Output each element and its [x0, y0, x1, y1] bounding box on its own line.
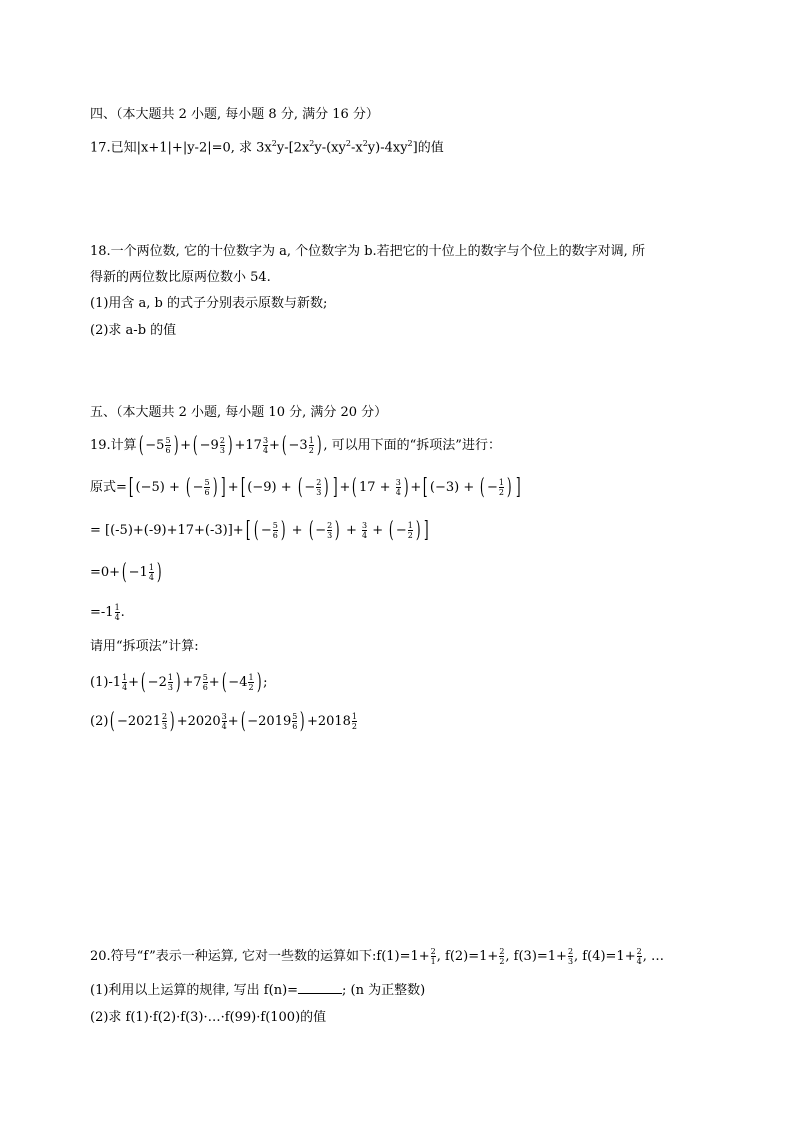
q17-mid: y-[2x — [276, 140, 310, 156]
q18-line2: 得新的两位数比原两位数小 54. — [90, 270, 271, 285]
q19-step2-pre: = [(-5)+(-9)+17+(-3)]+ — [90, 523, 244, 538]
frac: $\frac{2}{3}$ — [219, 436, 225, 455]
paren: ) — [256, 669, 262, 695]
paren: ) — [280, 517, 286, 543]
q19-step3: =0+( −1 $\frac{1}{4}$ ) — [90, 559, 162, 585]
q20-part1 — [90, 981, 425, 1001]
frac: $\frac{1}{2}$ — [498, 478, 504, 497]
bracket: [ — [245, 517, 251, 543]
paren: ( — [254, 517, 259, 543]
frac: $\frac{1}{3}$ — [167, 673, 173, 692]
frac: $\frac{2}{3}$ — [327, 521, 333, 540]
bracket: [ — [423, 474, 428, 500]
q19-intro-pre: 19.计算 — [90, 438, 137, 453]
bracket: ] — [515, 474, 521, 500]
frac: $\frac{3}{4}$ — [395, 478, 401, 497]
q19-p2-label: (2) — [90, 714, 109, 729]
q19-step2: = [(-5)+(-9)+17+(-3)]+[ ( − $\frac{5}{6}$ ) + ( − $\frac{2}{3}$ ) + $\frac{3}{4}$ + ( − $\frac{1}{2}$ ) ] — [90, 517, 430, 543]
paren: ( — [110, 708, 116, 734]
paren: ( — [389, 517, 394, 543]
q19-intro: 19.计算( −5 $\frac{5}{6}$ ) +( −9 $\frac{2}{3}$ ) +17 $\frac{3}{4}$ +( −3 $\frac{1}{2}$ ) , 可以用下面的“拆项法”进行： — [90, 432, 501, 458]
frac: $\frac{1}{2}$ — [308, 436, 314, 455]
frac: $\frac{5}{6}$ — [204, 478, 210, 497]
q17-exp3: 2 — [345, 139, 351, 148]
bracket: [ — [240, 474, 246, 500]
q19-prompt: 请用“拆项法”计算: — [90, 639, 199, 654]
frac: $\frac{1}{2}$ — [248, 673, 254, 692]
paren: ) — [415, 517, 421, 543]
q19-step4: =-1 $\frac{1}{4}$ . — [90, 603, 125, 622]
q19-orig-label: 原式= — [90, 480, 127, 495]
q18-part2: (2)求 a-b 的值 — [90, 323, 177, 338]
paren: ) — [316, 432, 322, 458]
paren: ( — [141, 669, 146, 695]
paren: ) — [300, 708, 306, 734]
paren: ( — [352, 474, 358, 500]
q20-part2: (2)求 f(1)·f(2)·f(3)·…·f(99)·f(100)的值 — [90, 1010, 327, 1025]
paren: ( — [308, 517, 314, 543]
frac: $\frac{5}{6}$ — [292, 712, 298, 731]
paren: ( — [240, 708, 246, 734]
answer-blank[interactable] — [298, 981, 342, 994]
q17-exp1: 2 — [271, 139, 277, 148]
paren: ) — [324, 474, 329, 500]
q17-exp5: 2 — [407, 139, 413, 148]
q17-end: ]的值 — [412, 140, 444, 156]
frac: $\frac{1}{4}$ — [122, 673, 128, 692]
frac: $\frac{1}{2}$ — [407, 521, 413, 540]
frac: $\frac{2}{3}$ — [567, 947, 574, 966]
paren: ( — [121, 559, 127, 585]
q19-semicolon: ; — [263, 675, 268, 690]
paren: ) — [227, 432, 233, 458]
q19-p1-label: (1)-1 — [90, 675, 122, 690]
q17-prefix: 17.已知|x+1|+|y-2|=0, 求 3x — [90, 140, 272, 156]
q18-line1: 18.一个两位数, 它的十位数字为 a, 个位数字为 b.若把它的十位上的数字与个位上的数字对调, 所 — [90, 244, 645, 259]
bracket: [ — [128, 474, 134, 500]
bracket: ] — [424, 517, 430, 543]
frac: $\frac{5}{6}$ — [165, 436, 171, 455]
section-4-title: 四、（本大题共 2 小题, 每小题 8 分, 满分 16 分） — [90, 107, 379, 122]
paren: ) — [170, 708, 175, 734]
frac: $\frac{1}{2}$ — [351, 712, 358, 731]
q20-part1-post: ; (n 为正整数) — [342, 983, 426, 998]
q20-intro-text: 20.符号“f”表示一种运算, 它对一些数的运算如下:f(1)=1+ — [90, 949, 430, 964]
paren: ( — [138, 432, 144, 458]
frac: $\frac{3}{4}$ — [362, 521, 368, 540]
paren: ( — [192, 432, 198, 458]
paren: ) — [173, 432, 179, 458]
bracket: ] — [221, 474, 226, 500]
paren: ) — [175, 669, 181, 695]
q17-exp2: 2 — [309, 139, 315, 148]
q20-part1-pre: (1)利用以上运算的规律, 写出 f(n)= — [90, 983, 299, 998]
frac: $\frac{5}{6}$ — [202, 673, 208, 692]
q17-exp4: 2 — [362, 139, 368, 148]
q17-mid4: y)-4xy — [367, 140, 408, 156]
paren: ( — [221, 669, 227, 695]
question-17 — [90, 134, 444, 158]
q19-part2: (2)( −2021 $\frac{2}{3}$ ) +2020 $\frac{3}{4}$ +( −2019 $\frac{5}{6}$ ) +2018 $\frac{1}{2}$ — [90, 708, 358, 734]
frac: $\frac{1}{4}$ — [114, 603, 120, 622]
paren: ( — [297, 474, 303, 500]
frac: $\frac{1}{4}$ — [148, 563, 154, 582]
paren: ( — [185, 474, 191, 500]
paren: ( — [480, 474, 486, 500]
paren: ) — [335, 517, 340, 543]
q19-step4-label: =-1 — [90, 605, 114, 620]
section-5-title: 五、（本大题共 2 小题, 每小题 10 分, 满分 20 分） — [90, 405, 388, 420]
paren: ) — [403, 474, 409, 500]
paren: ) — [506, 474, 512, 500]
bracket: ] — [332, 474, 338, 500]
frac: $\frac{3}{4}$ — [262, 436, 269, 455]
q20-intro: 20.符号“f”表示一种运算, 它对一些数的运算如下:f(1)=1+ $\frac{2}{1}$ , f(2)=1+ $\frac{2}{2}$ , f(3)=1+ $\frac{2}{3}$ , f(4)=1+ $\frac{2}{4}$ , … — [90, 947, 664, 966]
frac: $\frac{2}{3}$ — [162, 712, 168, 731]
q19-part1: (1)-1 $\frac{1}{4}$ +( −2 $\frac{1}{3}$ ) +7 $\frac{5}{6}$ +( −4 $\frac{1}{2}$ ) ; — [90, 669, 268, 695]
paren: ( — [281, 432, 287, 458]
frac: $\frac{2}{2}$ — [499, 947, 505, 966]
q17-mid3: -x — [350, 140, 363, 156]
q19-intro-post: , 可以用下面的“拆项法”进行： — [323, 438, 501, 453]
q18-part1: (1)用含 a, b 的式子分别表示原数与新数; — [90, 296, 328, 311]
q19-original: 原式=[ (−5) + ( − $\frac{5}{6}$ ) ] +[ (−9) + ( − $\frac{2}{3}$ ) ] +( 17 + $\frac{3}{4}$ ) +[ (−3) + ( − $\frac{1}{2}$ ) ] — [90, 474, 521, 500]
frac: $\frac{2}{3}$ — [316, 478, 322, 497]
q19-step3-label: =0+ — [90, 565, 121, 580]
paren: ) — [156, 559, 162, 585]
paren: ) — [212, 474, 218, 500]
frac: $\frac{5}{6}$ — [272, 521, 278, 540]
frac: $\frac{2}{4}$ — [636, 947, 642, 966]
frac: $\frac{2}{1}$ — [430, 947, 436, 966]
q17-mid2: y-(xy — [314, 140, 346, 156]
frac: $\frac{3}{4}$ — [221, 712, 227, 731]
